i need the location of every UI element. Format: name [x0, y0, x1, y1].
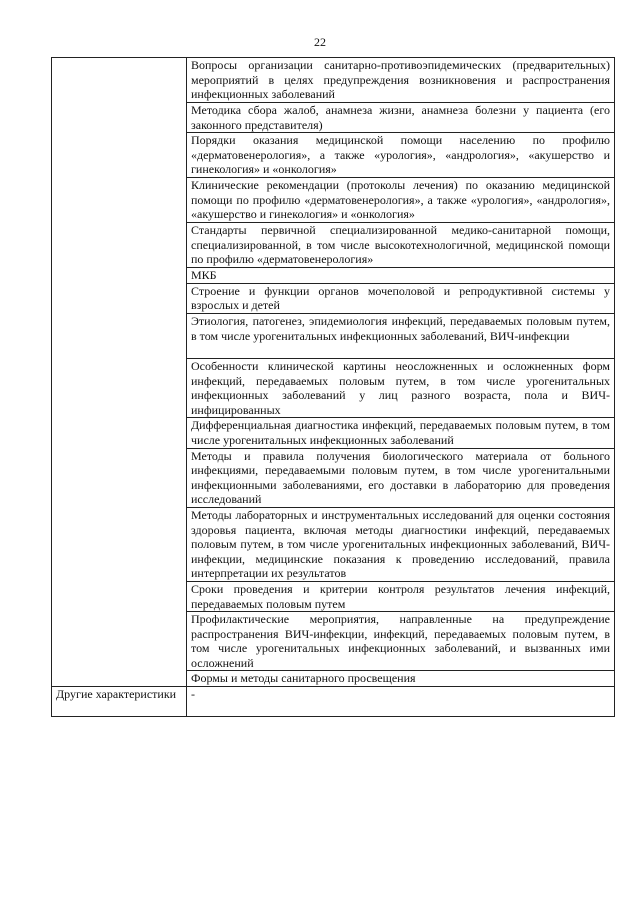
knowledge-item: Строение и функции органов мочеполовой и репродуктивной системы у взрослых и детей [187, 283, 615, 313]
knowledge-item: Вопросы организации санитарно-противоэпидемических (предварительных) мероприятий в целях предупреждения возникновения и распространения инфекционных заболеваний [187, 58, 615, 103]
knowledge-item: Методы и правила получения биологического материала от больного инфекциями, передаваемыми половым путем, в том числе урогенитальными инфекционными заболеваниями, его доставки в лабораторию для проведения исследований [187, 448, 615, 507]
knowledge-item: МКБ [187, 268, 615, 284]
table-row-other-characteristics [52, 687, 615, 717]
knowledge-item: Дифференциальная диагностика инфекций, передаваемых половым путем, в том числе урогенитальных инфекционных заболеваний [187, 418, 615, 448]
knowledge-item: Методика сбора жалоб, анамнеза жизни, анамнеза болезни у пациента (его законного представителя) [187, 103, 615, 133]
knowledge-item: Профилактические мероприятия, направленные на предупреждение распространения ВИЧ-инфекции, инфекций, передаваемых половым путем, в том числе урогенитальных инфекционных заболеваний, и вызванных ими осложнений [187, 612, 615, 671]
knowledge-item: Клинические рекомендации (протоколы лечения) по оказанию медицинской помощи по профилю «дерматовенерология», а также «урология», «андрология», «акушерство и гинекология» и «онкология» [187, 178, 615, 223]
other-characteristics-value: - [187, 687, 615, 717]
knowledge-item: Сроки проведения и критерии контроля результатов лечения инфекций, передаваемых половым путем [187, 581, 615, 611]
knowledge-item: Порядки оказания медицинской помощи населению по профилю «дерматовенерология», а также «урология», «андрология», «акушерство и гинекология» и «онкология» [187, 133, 615, 178]
page-number: 22 [314, 35, 326, 49]
requirements-table [51, 57, 615, 717]
knowledge-item: Методы лабораторных и инструментальных исследований для оценки состояния здоровья пациента, включая методы диагностики инфекций, передаваемых половым путем, в том числе урогенитальных инфекционных заболеваний, ВИЧ-инфекции, медицинские показания к проведению исследований, правила интерпретации их результатов [187, 507, 615, 581]
knowledge-item: Особенности клинической картины неосложненных и осложненных форм инфекций, передаваемых половым путем, в том числе урогенитальных инфекционных заболеваний у лиц разного возраста, пола и ВИЧ-инфицированных [187, 358, 615, 417]
knowledge-item: Формы и методы санитарного просвещения [187, 671, 615, 687]
table-row [52, 58, 615, 103]
knowledge-item: Этиология, патогенез, эпидемиология инфекций, передаваемых половым путем, в том числе урогенитальных инфекционных заболеваний, ВИЧ-инфекции [187, 313, 615, 358]
knowledge-item: Стандарты первичной специализированной медико-санитарной помощи, специализированной, в том числе высокотехнологичной, медицинской помощи по профилю «дерматовенерология» [187, 223, 615, 268]
left-column-empty-cell [52, 58, 187, 687]
other-characteristics-label: Другие характеристики [52, 687, 187, 717]
